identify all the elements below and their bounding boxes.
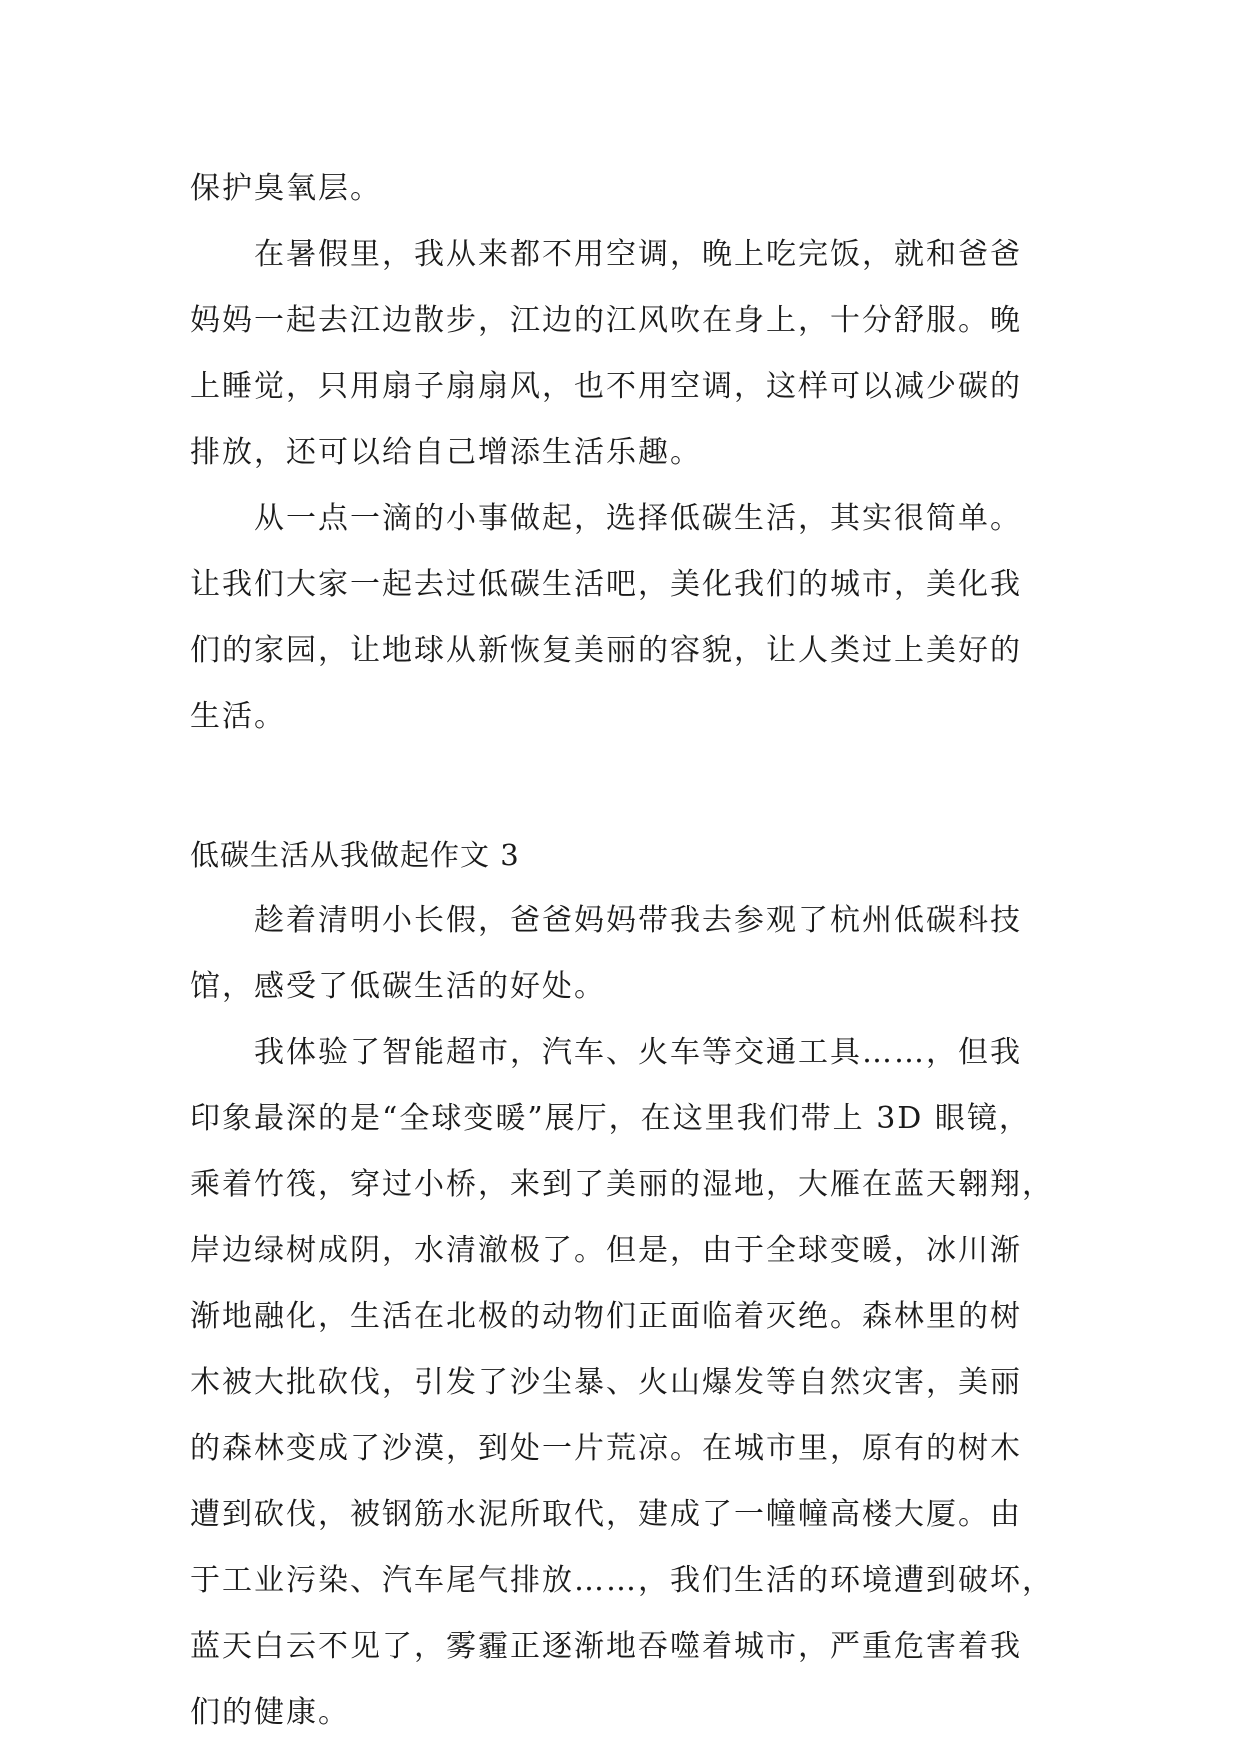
text-line: 的森林变成了沙漠，到处一片荒凉。在城市里，原有的树木 [190, 1431, 1022, 1466]
text-line: 保护臭氧层。 [190, 171, 382, 206]
paragraph-start-line: 在暑假里，我从来都不用空调，晚上吃完饭，就和爸爸 [254, 237, 1022, 272]
text-line: 蓝天白云不见了，雾霾正逐渐地吞噬着城市，严重危害着我 [190, 1629, 1022, 1664]
text-line: 木被大批砍伐，引发了沙尘暴、火山爆发等自然灾害，美丽 [190, 1365, 1022, 1400]
paragraph-start-line: 我体验了智能超市，汽车、火车等交通工具……，但我 [254, 1035, 1022, 1070]
text-line: 妈妈一起去江边散步，江边的江风吹在身上，十分舒服。晚 [190, 303, 1022, 338]
text-line: 生活。 [190, 699, 286, 734]
text-line: 岸边绿树成阴，水清澈极了。但是，由于全球变暖，冰川渐 [190, 1233, 1022, 1268]
text-line: 于工业污染、汽车尾气排放……，我们生活的环境遭到破坏， [190, 1563, 1054, 1598]
paragraph-start-line: 趁着清明小长假，爸爸妈妈带我去参观了杭州低碳科技 [254, 903, 1022, 938]
text-line: 让我们大家一起去过低碳生活吧，美化我们的城市，美化我 [190, 567, 1022, 602]
text-line: 排放，还可以给自己增添生活乐趣。 [190, 435, 702, 470]
text-line: 渐地融化，生活在北极的动物们正面临着灭绝。森林里的树 [190, 1299, 1022, 1334]
text-line: 们的家园，让地球从新恢复美丽的容貌，让人类过上美好的 [190, 633, 1022, 668]
text-line: 印象最深的是“全球变暖”展厅，在这里我们带上 3D 眼镜， [190, 1101, 1031, 1136]
text-line: 乘着竹筏，穿过小桥，来到了美丽的湿地，大雁在蓝天翱翔， [190, 1167, 1054, 1202]
section-heading: 低碳生活从我做起作文 3 [190, 838, 520, 872]
text-line: 馆，感受了低碳生活的好处。 [190, 969, 606, 1004]
paragraph-start-line: 从一点一滴的小事做起，选择低碳生活，其实很简单。 [254, 501, 1022, 536]
text-line: 遭到砍伐，被钢筋水泥所取代，建成了一幢幢高楼大厦。由 [190, 1497, 1022, 1532]
section-spacer [190, 750, 1070, 822]
text-line: 们的健康。 [190, 1695, 350, 1730]
document-body [190, 156, 1070, 1746]
text-line: 上睡觉，只用扇子扇扇风，也不用空调，这样可以减少碳的 [190, 369, 1022, 404]
